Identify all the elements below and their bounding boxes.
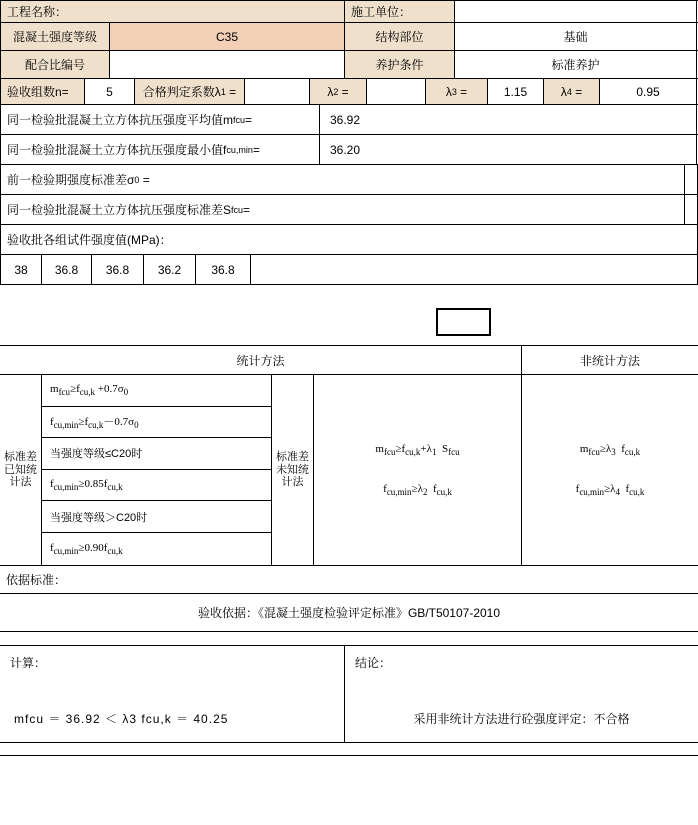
sigma-known-label: 标准差已知统计法 <box>0 375 42 565</box>
statistical-method-header: 统计方法 <box>0 346 522 374</box>
lambda2-sub: 2 <box>333 86 339 97</box>
mean-strength-value[interactable]: 36.92 <box>320 105 697 134</box>
sfcu-sub: fcu <box>231 204 244 215</box>
formula-row: $f_{cu,min}\ge\lambda_4$ $f_{cu,k}$ <box>575 483 645 498</box>
construction-unit-value[interactable] <box>455 1 697 22</box>
specimen-value[interactable]: 36.8 <box>92 255 144 284</box>
lambda3-sub: 3 <box>451 86 457 97</box>
curing-condition-value[interactable]: 标准养护 <box>455 51 697 78</box>
formula-row: $m_{fcu}\ge\lambda_3$ $f_{cu,k}$ <box>579 442 641 457</box>
lambda4-sub: 4 <box>566 86 572 97</box>
lambda2-label <box>310 79 367 104</box>
project-name-label: 工程名称： <box>0 1 345 22</box>
row-min-strength <box>0 135 698 165</box>
row-sfcu <box>0 195 698 225</box>
row-specimen-values <box>0 255 698 285</box>
row-previous-sigma <box>0 165 698 195</box>
basis-standard-text: 验收依据：《混凝土强度检验评定标准》GB/T50107-2010 <box>0 594 698 632</box>
min-strength-label <box>0 135 320 164</box>
lambda1-sub: 1 <box>220 86 226 97</box>
previous-sigma-label <box>0 165 685 194</box>
row-strength-grade <box>0 23 698 51</box>
row-mean-strength <box>0 105 698 135</box>
conclusion-title: 结论： <box>355 656 392 670</box>
lambda4-label <box>544 79 600 104</box>
formula-row: $f_{cu,min}\ge 0.90f_{cu,k}$ <box>50 541 123 556</box>
sigma-unknown-formulas <box>314 375 522 565</box>
conclusion-text: 采用非统计方法进行砼强度评定：不合格 <box>413 712 630 726</box>
curing-condition-label: 养护条件 <box>345 51 455 78</box>
blank-area <box>0 285 698 345</box>
method-table-header <box>0 346 698 375</box>
prev-sigma-sub: 0 <box>134 174 140 185</box>
specimen-value-empty[interactable] <box>251 255 698 284</box>
row-mix-code <box>0 51 698 79</box>
sfcu-text: 同一检验批混凝土立方体抗压强度标准差S <box>7 203 232 217</box>
formula-row: $m_{fcu}\ge f_{cu,k} +0.7\sigma_0$ <box>42 375 271 407</box>
calculation-equation: mfcu ＝ 36.92 ＜ λ3 fcu,k ＝ 40.25 <box>14 712 229 726</box>
sfcu-label <box>0 195 685 224</box>
lambda2-text: λ <box>327 84 334 99</box>
evaluation-method-table <box>0 345 698 566</box>
group-count-value[interactable]: 5 <box>85 79 135 104</box>
lambda2-eq: = <box>341 84 349 99</box>
lambda4-eq: = <box>575 84 583 99</box>
formula-row: 当强度等级≤C20时 <box>42 438 271 470</box>
strength-grade-label: 混凝土强度等级 <box>0 23 110 50</box>
specimen-value[interactable]: 38 <box>0 255 42 284</box>
prev-sigma-text: 前一检验期强度标准差σ <box>7 173 135 187</box>
prev-sigma-eq: = <box>142 172 150 187</box>
mean-label-sub: fcu <box>233 114 246 125</box>
lambda4-value[interactable]: 0.95 <box>600 79 697 104</box>
mean-strength-label <box>0 105 320 134</box>
strength-grade-value[interactable]: C35 <box>110 23 345 50</box>
formula-row: $m_{fcu}\ge f_{cu,k}+\lambda_1$ $S_{fcu}$ <box>375 442 460 457</box>
lambda1-label <box>135 79 245 104</box>
sfcu-eq: = <box>243 202 251 217</box>
mix-code-value[interactable] <box>110 51 345 78</box>
formula-row: $f_{cu,min}\ge\lambda_2$ $f_{cu,k}$ <box>383 483 452 498</box>
calculation-panel <box>0 646 345 742</box>
sigma-unknown-label: 标准差未知统计法 <box>272 375 314 565</box>
calculation-conclusion-block <box>0 646 698 742</box>
row-parameters <box>0 79 698 105</box>
bottom-partial-row <box>0 742 698 756</box>
formula-row: 当强度等级＞C20时 <box>42 501 271 533</box>
header-block <box>0 0 698 285</box>
structure-part-label: 结构部位 <box>345 23 455 50</box>
row-project-unit <box>0 1 698 23</box>
basis-label-text: 依据标准： <box>6 573 67 587</box>
sigma-known-formulas <box>42 375 272 565</box>
mix-code-label: 配合比编号 <box>0 51 110 78</box>
lambda2-value[interactable] <box>367 79 426 104</box>
nonstatistical-formulas <box>522 375 698 565</box>
sfcu-value[interactable] <box>685 195 698 224</box>
structure-part-value[interactable]: 基础 <box>455 23 697 50</box>
nonstatistical-method-header: 非统计方法 <box>579 353 640 368</box>
conclusion-panel <box>345 646 698 742</box>
lambda4-text: λ <box>560 84 567 99</box>
row-group-values-label <box>0 225 698 255</box>
lambda1-value[interactable] <box>245 79 310 104</box>
spacer-row <box>0 632 698 646</box>
specimen-value[interactable]: 36.8 <box>42 255 92 284</box>
lambda3-label <box>426 79 488 104</box>
previous-sigma-value[interactable] <box>685 165 698 194</box>
specimen-value[interactable]: 36.8 <box>196 255 251 284</box>
min-label-eq: = <box>252 142 260 157</box>
min-label-text: 同一检验批混凝土立方体抗压强度最小值f <box>7 143 227 157</box>
lambda1-eq: = <box>229 84 237 99</box>
mean-label-text: 同一检验批混凝土立方体抗压强度平均值m <box>7 113 233 127</box>
group-count-label: 验收组数n= <box>0 79 85 104</box>
lambda3-text: λ <box>445 84 452 99</box>
specimen-value[interactable]: 36.2 <box>144 255 196 284</box>
lambda3-value[interactable]: 1.15 <box>488 79 544 104</box>
lambda3-eq: = <box>460 84 468 99</box>
calculation-title: 计算： <box>10 656 47 670</box>
formula-row: $f_{cu,min}\ge f_{cu,k}-0.7\sigma_0$ <box>42 407 271 439</box>
min-label-sub: cu,min <box>226 144 253 155</box>
construction-unit-label: 施工单位： <box>345 1 455 22</box>
method-table-body <box>0 375 698 565</box>
selected-cell-highlight[interactable] <box>436 308 491 336</box>
group-values-label: 验收批各组试件强度值(MPa)： <box>0 225 698 254</box>
min-strength-value[interactable]: 36.20 <box>320 135 697 164</box>
lambda1-text: 合格判定系数λ <box>142 85 221 99</box>
formula-row: $f_{cu,min}\ge 0.85f_{cu,k}$ <box>42 470 271 502</box>
mean-label-eq: = <box>245 112 253 127</box>
basis-standard-label <box>0 566 698 594</box>
